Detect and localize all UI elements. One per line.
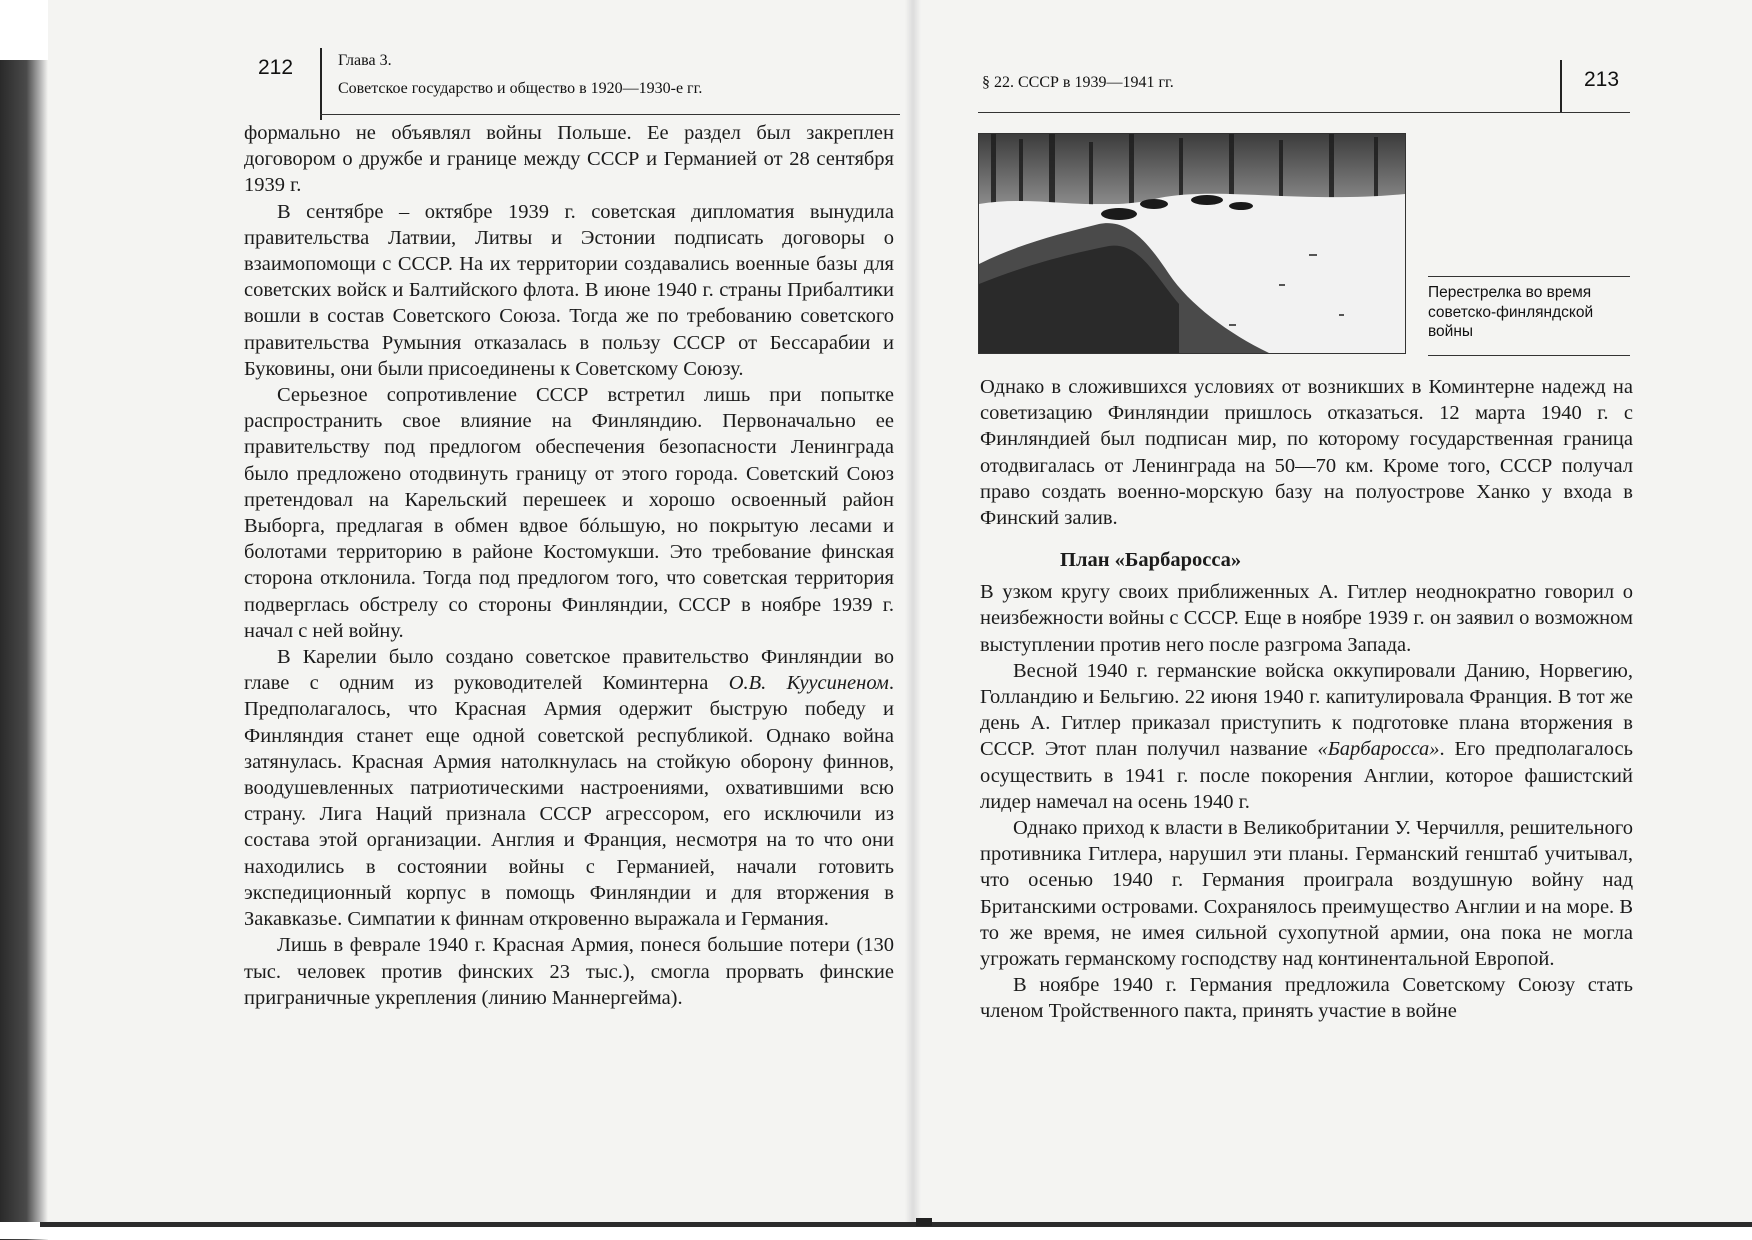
left-text-column xyxy=(244,120,894,1011)
right-paragraph-5: В ноябре 1940 г. Германия предложила Советскому Союзу стать членом Тройственного пакта, принять участие в войне xyxy=(980,974,1633,1023)
section-heading-barbarossa: План «Барбаросса» xyxy=(1060,549,1242,572)
left-header-divider xyxy=(320,48,322,120)
right-header-title: § 22. СССР в 1939—1941 гг. xyxy=(982,74,1174,91)
right-paragraph-4: Однако приход к власти в Великобритании У. Черчилля, решительного противника Гитлера, нарушил эти планы. Германский генштаб учитывал, что осенью 1940 г. Германия проиграла воздушную войну над Британскими островами. Сохранялось преимущество Англии и на море. В то же время, не имея сильной сухопутной армии, она пока не могла угрожать германскому господству над континентальной Европой. xyxy=(980,817,1633,971)
scan-left-edge xyxy=(0,0,48,1239)
right-header-divider xyxy=(1560,60,1562,112)
barbarossa-name: «Барбаросса» xyxy=(1317,738,1440,761)
left-paragraph-1: формально не объявлял войны Польше. Ее раздел был закреплен договором о дружбе и границе между СССР и Германией от 28 сентября 1939 г. xyxy=(244,122,894,197)
left-paragraph-2: В сентябре – октябре 1939 г. советская дипломатия вынудила правительства Латвии, Литвы и Эстонии подписать договоры о взаимопомощи с СССР. На их территории создавались военные базы для советских войск и Балтийского флота. В июне 1940 г. страны Прибалтики вошли в состав Советского Союза. Тогда же по требованию советского правительства Румыния отказалась в пользу СССР от Бессарабии и Буковины, они были присоединены к Советскому Союзу. xyxy=(244,200,894,380)
scan-shadow xyxy=(0,60,48,1240)
right-paragraph-2: В узком кругу своих приближенных А. Гитлер неоднократно говорил о неизбежности войны с СССР. Еще в ноябре 1939 г. он заявил о возможном выступлении против него после разгрома Запада. xyxy=(980,581,1633,656)
left-header-title: Советское государство и общество в 1920—1930-е гг. xyxy=(338,80,703,97)
left-p4-text-a: В Карелии было создано советское правительство Финляндии во главе с одним из руководителей Коминтерна xyxy=(244,646,894,695)
right-p3-text-b: . Его предполагалось осуществить в 1941 г. после покорения Англии, которое фашистский лидер намечал на осень 1940 г. xyxy=(980,738,1633,813)
left-paragraph-4 xyxy=(244,644,894,932)
scan-bottom-edge xyxy=(0,1222,1752,1239)
right-p3-text-a: Весной 1940 г. германские войска оккупировали Данию, Норвегию, Голландию и Бельгию. 22 июня 1940 г. капитулировала Франция. В тот же день А. Гитлер приказал приступить к подготовке плана вторжения в СССР. Этот план получил название xyxy=(980,659,1633,761)
left-page-number: 212 xyxy=(258,56,294,79)
left-header-rule xyxy=(320,114,900,115)
gutter-notch xyxy=(916,1218,932,1226)
right-text-column xyxy=(980,374,1633,1025)
kuusinen-name: О.В. Куусиненом xyxy=(728,672,889,695)
left-paragraph-3: Серьезное сопротивление СССР встретил лишь при попытке распространить свое влияние на Финляндию. Первоначально ее правительству под предлогом обеспечения безопасности Ленинграда было предложено отодвинуть границу от этого города. Советский Союз претендовал на Карельский перешеек и хорошо освоенный район Выборга, предлагая в обмен вдвое бóльшую, но покрытую лесами и болотами территорию в районе Костомукши. Это требование финская сторона отклонила. Тогда под предлогом того, что советская территория подверглась обстрелу со стороны Финляндии, СССР в ноябре 1939 г. начал с ней войну. xyxy=(244,384,894,642)
right-page-number: 213 xyxy=(1584,68,1620,91)
left-p4-text-b: . Предполагалось, что Красная Армия одержит быструю победу и Финляндия станет еще одной советской республикой. Однако война затянулась. Красная Армия натолкнулась на стойкую оборону финнов, воодушевленных патриотическими настроениями, охватившими всю страну. Лига Наций признала СССР агрессором, его исключили из состава этой организации. Англия и Франция, несмотря на то что они находились в состоянии войны с Германией, начали готовить экспедиционный корпус в помощь Финляндии и для вторжения в Закавказье. Симпатии к финнам откровенно выражала и Германия. xyxy=(244,672,894,931)
scan-bottom-bar xyxy=(40,1222,1752,1227)
left-header-chapter: Глава 3. xyxy=(338,52,392,69)
caption-rule-bottom xyxy=(1428,355,1630,356)
caption-rule-top xyxy=(1428,276,1630,277)
right-paragraph-3 xyxy=(980,658,1633,815)
photo-caption: Перестрелка во время советско-финляндской войны xyxy=(1428,284,1594,340)
right-paragraph-1: Однако в сложившихся условиях от возникших в Коминтерне надежд на советизацию Финляндии пришлось отказаться. 12 марта 1940 г. с Финляндией был подписан мир, по которому государственная граница отодвигалась от Ленинграда на 50—70 км. Кроме того, СССР получал право создать военно-морскую базу на полуострове Ханко у входа в Финский залив. xyxy=(980,376,1633,530)
left-paragraph-5: Лишь в феврале 1940 г. Красная Армия, понеся большие потери (130 тыс. человек против финских 23 тыс.), смогла прорвать финские приграничные укрепления (линию Маннергейма). xyxy=(244,934,894,1009)
book-gutter xyxy=(905,0,921,1222)
war-photo xyxy=(978,133,1406,354)
snow-trench-illustration xyxy=(979,134,1405,353)
right-header-rule xyxy=(978,112,1630,113)
